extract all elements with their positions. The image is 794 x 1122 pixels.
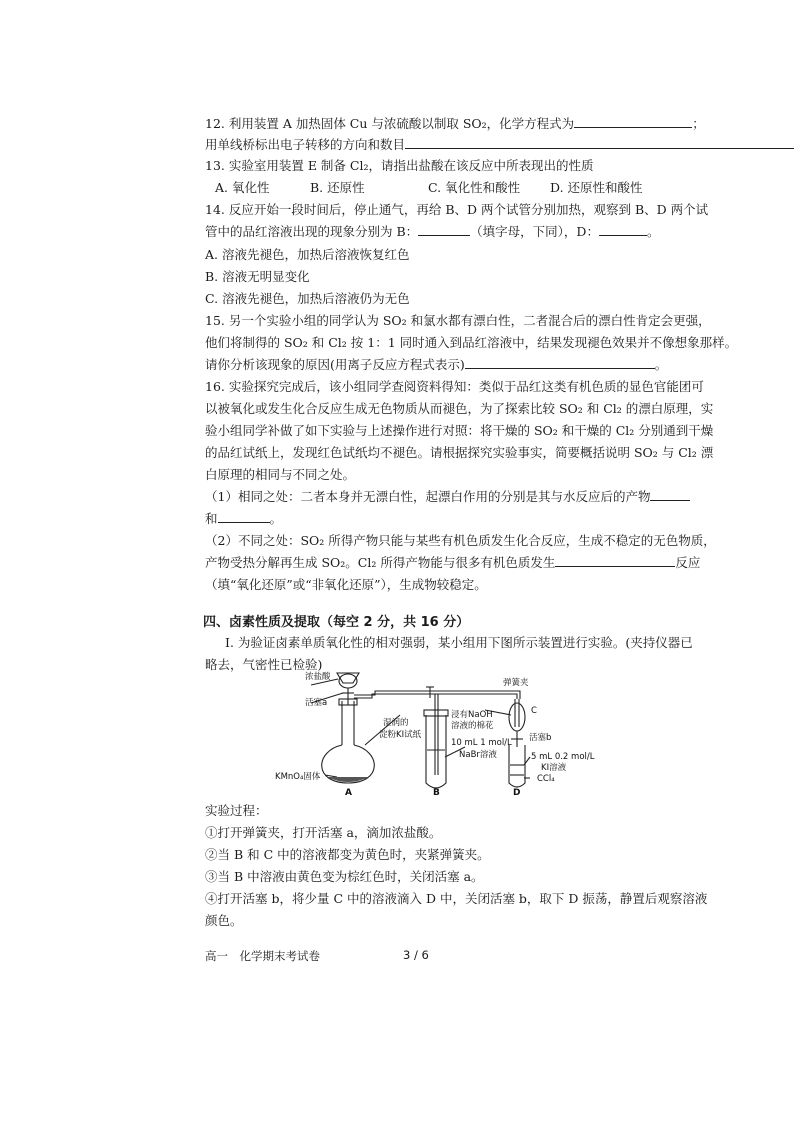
process-step-2: ②当 B 和 C 中的溶液都变为黄色时，夹紧弹簧夹。 <box>205 847 490 862</box>
q15-line3: 请你分析该现象的原因(用离子反应方程式表示) 。 <box>205 357 668 372</box>
process-step-4-cont: 颜色。 <box>205 913 243 928</box>
process-title: 实验过程： <box>205 803 268 818</box>
label-nabr-2: NaBr溶液 <box>459 750 497 760</box>
process-step-1: ①打开弹簧夹，打开活塞 a，滴加浓盐酸。 <box>205 825 442 840</box>
answer-blank[interactable] <box>405 136 794 149</box>
test-tube-b <box>426 715 446 788</box>
q16-line4: 的品红试纸上，发现红色试纸均不褪色。请根据探究实验事实，简要概括说明 SO₂ 与 Cl₂ 漂 <box>205 445 714 460</box>
apparatus-diagram <box>275 665 615 800</box>
label-stopcock-a: 活塞a <box>305 698 328 708</box>
label-nabr-1: 10 mL 1 mol/L <box>451 738 512 748</box>
q16-part2-end: （填“氧化还原”或“非氧化还原”），生成物较稳定。 <box>205 577 487 592</box>
q16-line1: 16. 实验探究完成后，该小组同学查阅资料得知：类似于品红这类有机色质的显色官能团可 <box>205 379 704 394</box>
section-intro-1: I. 为验证卤素单质氧化性的相对强弱，某小组用下图所示装置进行实验。(夹持仪器已 <box>225 635 693 650</box>
q16-part1-cont: 和 。 <box>205 511 283 526</box>
label-wet-2: 淀粉KI试纸 <box>379 730 422 740</box>
process-step-3: ③当 B 中溶液由黄色变为棕红色时，关闭活塞 a。 <box>205 869 484 884</box>
answer-blank[interactable] <box>218 510 270 523</box>
q15-line1: 15. 另一个实验小组的同学认为 SO₂ 和氯水都有漂白性，二者混合后的漂白性肯定会更强， <box>205 313 711 328</box>
q14-option-b: B. 溶液无明显变化 <box>205 269 310 284</box>
q16-line2: 以被氧化或发生化合反应生成无色物质从而褪色，为了探索比较 SO₂ 和 Cl₂ 的漂白原理，实 <box>205 401 714 416</box>
label-kmno4: KMnO₄固体 <box>275 772 321 782</box>
label-a: A <box>345 788 352 798</box>
q14-line2: 管中的品红溶液出现的现象分别为 B： （填字母，下同），D： 。 <box>205 224 660 239</box>
answer-blank[interactable] <box>555 554 675 567</box>
label-ccl4: CCl₄ <box>537 774 555 784</box>
label-ki-1: 5 mL 0.2 mol/L <box>531 752 595 762</box>
label-spring-clamp: 弹簧夹 <box>503 678 529 688</box>
section-title: 四、卤素性质及提取（每空 2 分，共 16 分） <box>203 615 470 630</box>
label-stopcock-b: 活塞b <box>529 733 552 743</box>
page-number: 3 / 6 <box>403 948 429 962</box>
label-conc-hcl: 浓盐酸 <box>305 672 331 682</box>
label-wet-1: 湿润的 <box>383 718 409 728</box>
q15-line2: 他们将制得的 SO₂ 和 Cl₂ 按 1：1 同时通入到品红溶液中，结果发现褪色效果并不像想象那样。 <box>205 335 738 350</box>
label-c: C <box>531 706 537 716</box>
q16-line3: 验小组同学补做了如下实验与上述操作进行对照：将干燥的 SO₂ 和干燥的 Cl₂ 分别通到干燥 <box>205 423 714 438</box>
test-tube-d <box>509 745 525 787</box>
q14-line1: 14. 反应开始一段时间后，停止通气，再给 B、D 两个试管分别加热，观察到 B、D 两个试 <box>205 202 709 217</box>
q12-line1: 12. 利用装置 A 加热固体 Cu 与浓硫酸以制取 SO₂，化学方程式为 ； <box>205 116 705 131</box>
answer-blank[interactable] <box>574 115 692 128</box>
q14-option-a: A. 溶液先褪色，加热后溶液恢复红色 <box>205 247 410 262</box>
label-naoh-1: 浸有NaOH <box>451 710 493 720</box>
q13-option-d: D. 还原性和酸性 <box>550 180 643 195</box>
footer-title: 高一 化学期末考试卷 <box>205 949 320 963</box>
q16-part2-cont: 产物受热分解再生成 SO₂。Cl₂ 所得产物能与很多有机色质发生 反应 <box>205 555 701 570</box>
q16-part1: （1）相同之处：二者本身并无漂白性，起漂白作用的分别是其与水反应后的产物 <box>205 488 690 506</box>
kmno4-solid <box>327 777 369 782</box>
q16-line5: 白原理的相同与不同之处。 <box>205 467 356 482</box>
q13-stem: 13. 实验室用装置 E 制备 Cl₂，请指出盐酸在该反应中所表现出的性质 <box>205 158 594 173</box>
q16-part2: （2）不同之处：SO₂ 所得产物只能与某些有机色质发生化合反应，生成不稳定的无色物质， <box>205 533 716 548</box>
label-b: B <box>433 788 440 798</box>
answer-blank[interactable] <box>650 488 690 501</box>
section-intro-2: 略去，气密性已检验) <box>205 657 323 672</box>
q12-line2: 用单线桥标出电子转移的方向和数目 <box>205 136 794 154</box>
bulb-c <box>509 703 525 731</box>
process-step-4: ④打开活塞 b，将少量 C 中的溶液滴入 D 中，关闭活塞 b，取下 D 振荡，静置后观察溶液 <box>205 891 708 906</box>
answer-blank-b[interactable] <box>418 223 470 236</box>
label-ki-2: KI溶液 <box>541 763 567 773</box>
q13-option-c: C. 氧化性和酸性 <box>428 180 521 195</box>
q13-option-a: A. 氧化性 <box>215 180 270 195</box>
q13-option-b: B. 还原性 <box>310 180 365 195</box>
label-naoh-2: 溶液的棉花 <box>451 721 494 731</box>
answer-blank[interactable] <box>465 356 655 369</box>
q14-option-c: C. 溶液先褪色，加热后溶液仍为无色 <box>205 291 410 306</box>
answer-blank-d[interactable] <box>599 223 647 236</box>
label-d: D <box>513 788 521 798</box>
